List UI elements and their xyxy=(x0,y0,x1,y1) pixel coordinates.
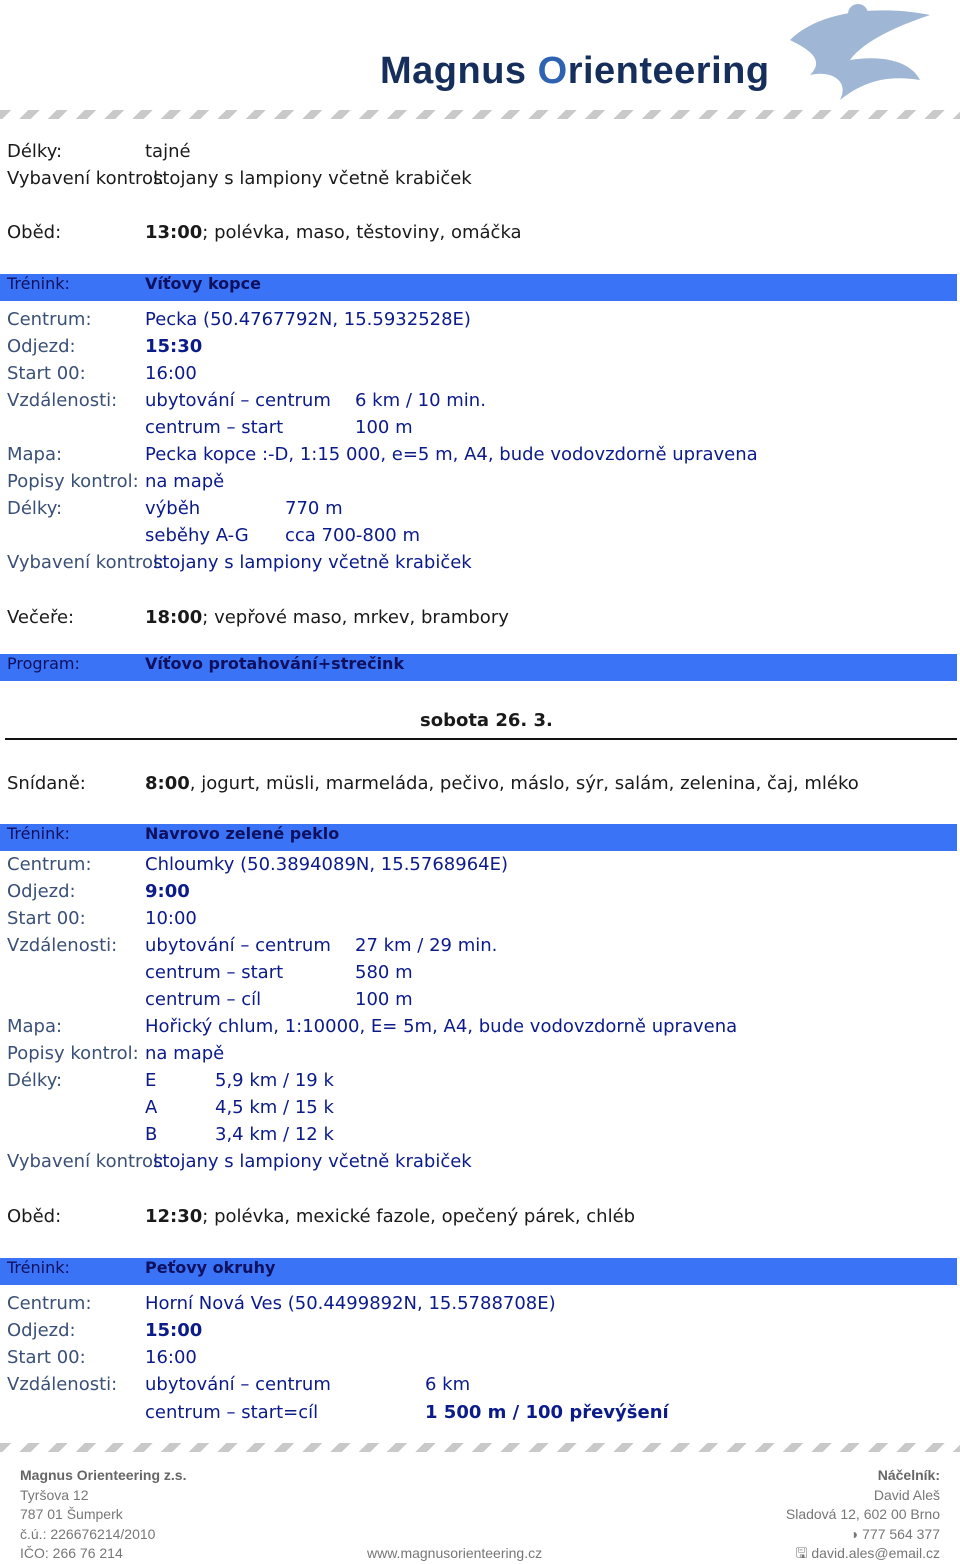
vzdalenosti-row-5: centrum – cíl 100 m xyxy=(145,989,413,1010)
odjezd-row: Odjezd: 15:30 xyxy=(7,336,203,357)
obed-row: Oběd: 13:00; polévka, maso, těstoviny, omáčka xyxy=(7,222,522,243)
vybaveni-row-3: Vybavení kontrol: stojany s lampiony včetně krabiček xyxy=(7,1151,472,1172)
centrum-row: Centrum: Pecka (50.4767792N, 15.5932528E) xyxy=(7,309,471,330)
start-row-2: Start 00: 10:00 xyxy=(7,908,197,929)
trenink-band-2: Trénink: Navrovo zelené peklo xyxy=(0,824,957,851)
vzdalenosti-row-3: Vzdálenosti: ubytování – centrum 27 km / 29 min. xyxy=(7,935,498,956)
delky-row-a: A 4,5 km / 15 k xyxy=(145,1097,334,1118)
program-band: Program: Víťovo protahování+strečink xyxy=(0,654,957,681)
email-icon: 🖫 xyxy=(795,1545,808,1561)
footer-left: Magnus Orienteering z.s. Tyršova 12 787 01 Šumperk č.ú.: 226676214/2010 IČO: 266 76 214 xyxy=(20,1467,187,1561)
day-divider xyxy=(5,738,957,740)
footer-email[interactable]: david.ales@email.cz xyxy=(811,1545,940,1561)
vybaveni-row-2: Vybavení kontrol: stojany s lampiony včetně krabiček xyxy=(7,552,472,573)
odjezd-row-2: Odjezd: 9:00 xyxy=(7,881,190,902)
trenink-band-3: Trénink: Peťovy okruhy xyxy=(0,1258,957,1285)
vecere-row: Večeře: 18:00; vepřové maso, mrkev, brambory xyxy=(7,607,509,628)
popisy-row: Popisy kontrol: na mapě xyxy=(7,471,225,492)
vybaveni-row: Vybavení kontrol: stojany s lampiony včetně krabiček xyxy=(7,168,472,189)
delky-row-2: Délky: výběh 770 m xyxy=(7,498,343,519)
vzdalenosti-row-7: centrum – start=cíl 1 500 m / 100 převýšení xyxy=(145,1402,669,1423)
footer-web[interactable]: www.magnusorienteering.cz xyxy=(367,1545,543,1561)
snidane-row: Snídaně: 8:00, jogurt, müsli, marmeláda, pečivo, máslo, sýr, salám, zelenina, čaj, mléko xyxy=(7,773,859,794)
vzdalenosti-row: Vzdálenosti: ubytování – centrum 6 km / 10 min. xyxy=(7,390,486,411)
footer-right: Náčelník: David Aleš Sladová 12, 602 00 Brno ◑ 777 564 377 🖫 david.ales@email.cz xyxy=(785,1467,940,1561)
centrum-row-2: Centrum: Chloumky (50.3894089N, 15.5768964E) xyxy=(7,854,508,875)
trenink-band-1: Trénink: Víťovy kopce xyxy=(0,274,957,301)
footer-phone: 777 564 377 xyxy=(862,1525,940,1542)
centrum-row-3: Centrum: Horní Nová Ves (50.4499892N, 15.5788708E) xyxy=(7,1293,556,1314)
delky-row-b: B 3,4 km / 12 k xyxy=(145,1124,334,1145)
day-heading: sobota 26. 3. xyxy=(420,710,553,731)
mapa-row-2: Mapa: Hořický chlum, 1:10000, E= 5m, A4, bude vodovzdorně upravena xyxy=(7,1016,738,1037)
mapa-row: Mapa: Pecka kopce :-D, 1:15 000, e=5 m, A4, bude vodovzdorně upravena xyxy=(7,444,758,465)
logo-swoosh-icon xyxy=(770,0,960,115)
start-row-3: Start 00: 16:00 xyxy=(7,1347,197,1368)
header-divider xyxy=(0,110,960,119)
delky-row-3: seběhy A-G cca 700-800 m xyxy=(145,525,421,546)
footer-divider xyxy=(0,1443,960,1452)
vzdalenosti-row-2: centrum – start 100 m xyxy=(145,417,413,438)
odjezd-row-3: Odjezd: 15:00 xyxy=(7,1320,203,1341)
start-row: Start 00: 16:00 xyxy=(7,363,197,384)
brand-logo: Magnus Orienteering xyxy=(380,50,770,92)
vzdalenosti-row-4: centrum – start 580 m xyxy=(145,962,413,983)
phone-icon: ◑ xyxy=(849,1525,859,1542)
delky-row: Délky: tajné xyxy=(7,141,191,162)
vzdalenosti-row-6: Vzdálenosti: ubytování – centrum 6 km xyxy=(7,1374,471,1395)
obed-row-2: Oběd: 12:30; polévka, mexické fazole, opečený párek, chléb xyxy=(7,1206,636,1227)
delky-row-e: Délky: E 5,9 km / 19 k xyxy=(7,1070,334,1091)
popisy-row-2: Popisy kontrol: na mapě xyxy=(7,1043,225,1064)
